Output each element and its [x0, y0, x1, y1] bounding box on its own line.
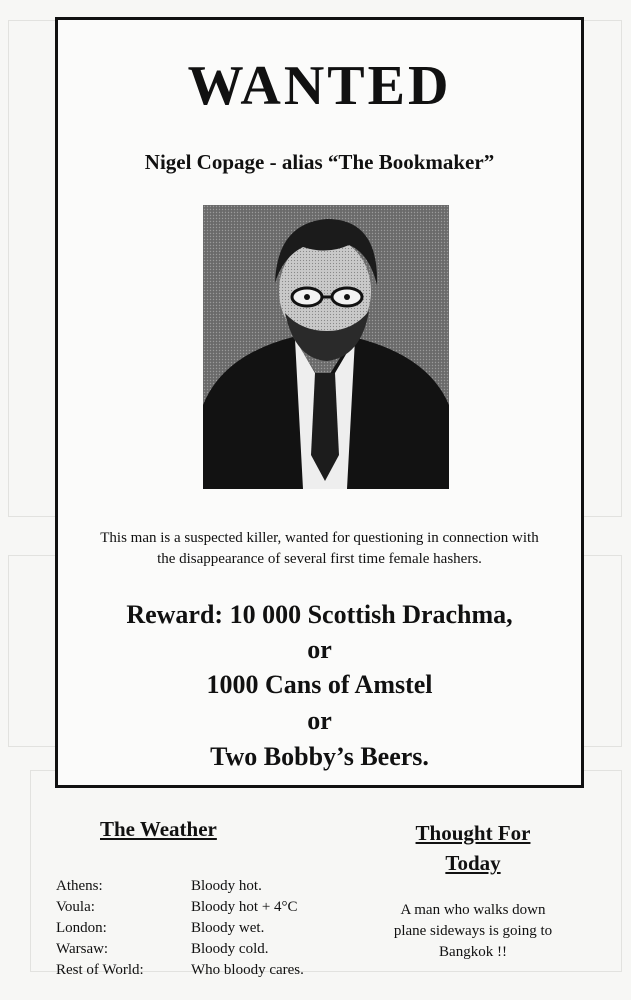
thought-heading — [366, 818, 580, 878]
weather-city-voula: Voula: — [56, 899, 95, 915]
reward-line-3: Two Bobby’s Beers. — [210, 742, 429, 771]
thought-text — [366, 900, 580, 963]
weather-value-warsaw: Bloody cold. — [191, 941, 269, 957]
thought-line-3: Bangkok !! — [439, 944, 507, 960]
weather-city-london: London: — [56, 920, 107, 936]
suspect-portrait-drawing — [203, 205, 449, 489]
weather-city-warsaw: Warsaw: — [56, 941, 109, 957]
reward-line-2: 1000 Cans of Amstel — [206, 670, 433, 699]
description-line-2: the disappearance of several first time female hashers. — [157, 551, 482, 567]
suspect-portrait — [203, 205, 449, 489]
description-line-1: This man is a suspected killer, wanted for questioning in connection with — [100, 530, 539, 546]
wanted-poster — [55, 17, 584, 788]
weather-value-athens: Bloody hot. — [191, 878, 262, 894]
thought-line-2: plane sideways is going to — [393, 923, 553, 939]
thought-line-1: A man who walks down — [400, 902, 546, 918]
weather-city-rest-of-world: Rest of World: — [56, 962, 144, 978]
thought-heading-line-2: Today — [445, 851, 501, 875]
weather-city-athens: Athens: — [56, 878, 103, 894]
weather-heading: The Weather — [100, 817, 217, 841]
or-separator-2: or — [307, 706, 332, 735]
weather-value-rest-of-world: Who bloody cares. — [191, 962, 304, 978]
or-separator-1: or — [307, 635, 332, 664]
wanted-heading: WANTED — [187, 55, 452, 117]
suspect-description — [64, 528, 575, 570]
suspect-name: Nigel Copage - alias “The Bookmaker” — [144, 150, 495, 174]
weather-value-london: Bloody wet. — [191, 920, 265, 936]
reward-line-1: Reward: 10 000 Scottish Drachma, — [126, 600, 513, 629]
weather-value-voula: Bloody hot + 4°C — [191, 899, 298, 915]
thought-heading-line-1: Thought For — [415, 821, 531, 845]
